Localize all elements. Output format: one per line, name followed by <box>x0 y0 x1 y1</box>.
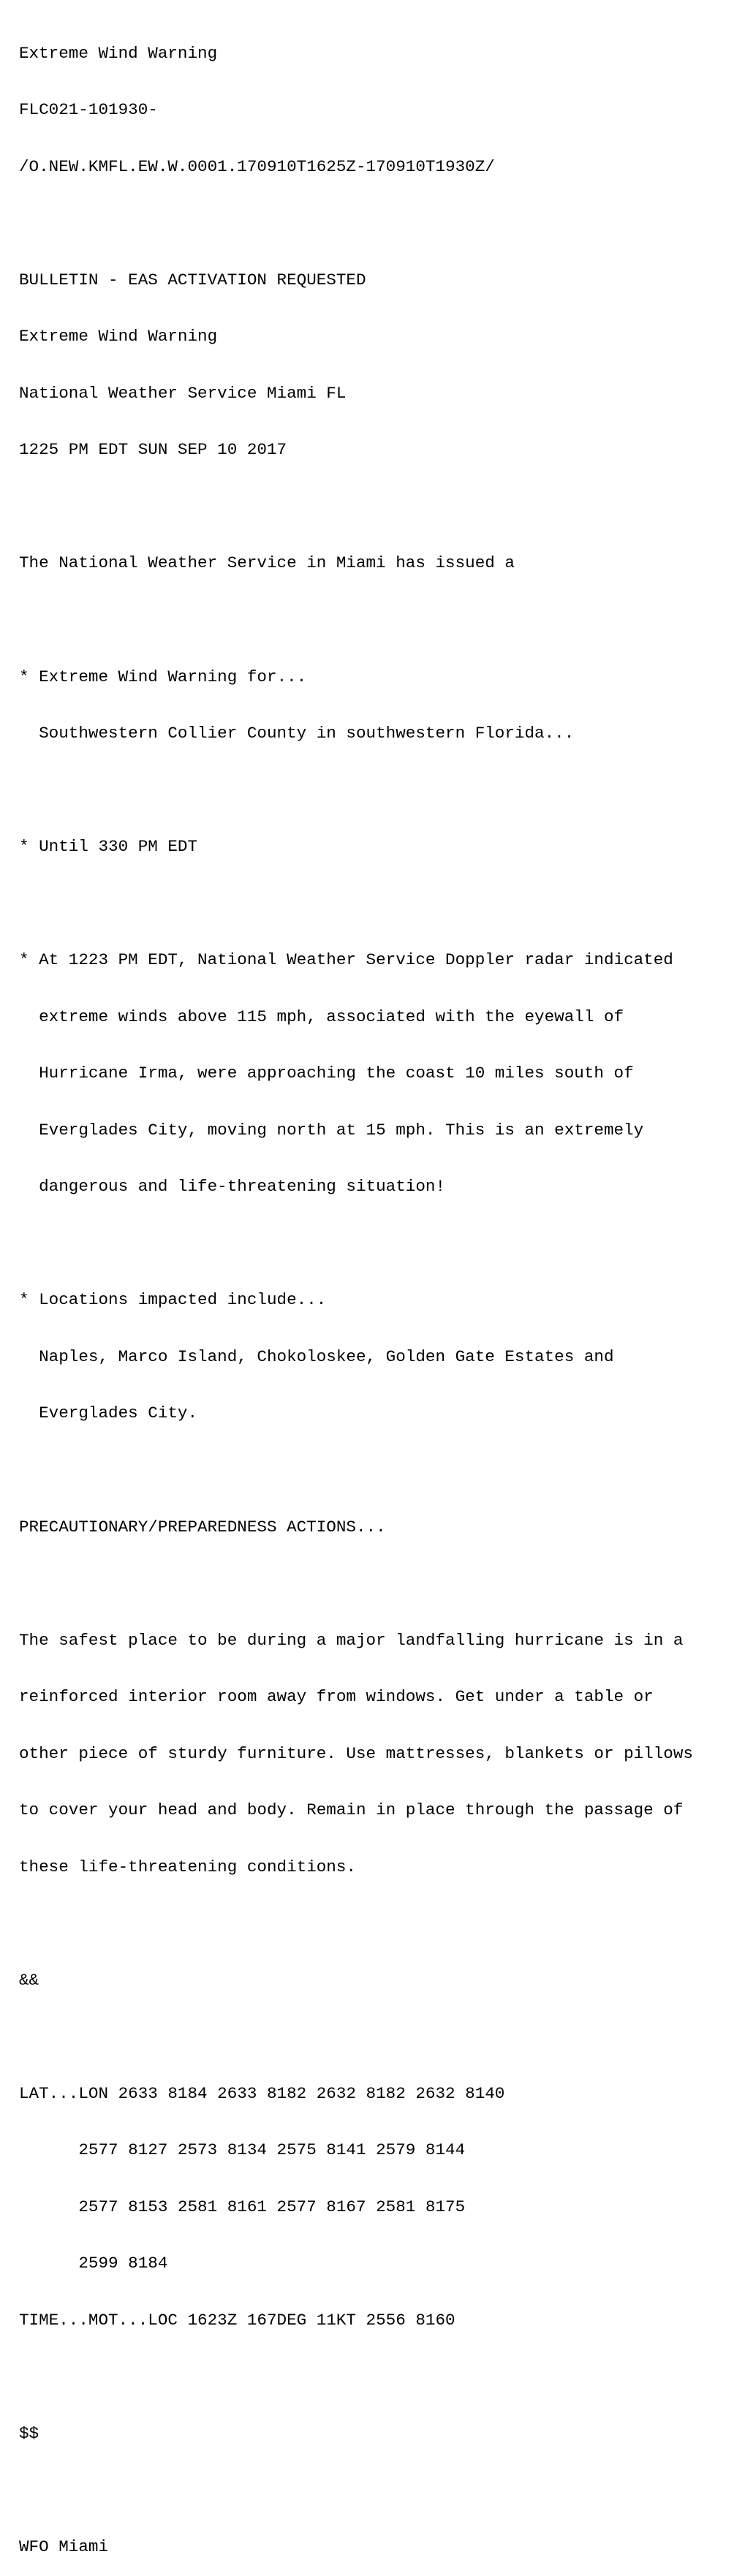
blank-line <box>19 1461 735 1480</box>
vtec-code: /O.NEW.KMFL.EW.W.0001.170910T1625Z-170910T1930Z/ <box>19 156 495 176</box>
bulletin-line: BULLETIN - EAS ACTIVATION REQUESTED <box>19 270 366 289</box>
section-separator: && <box>19 1970 39 1990</box>
blank-line <box>19 1914 735 1933</box>
blank-line <box>19 611 735 630</box>
precaution-line: other piece of sturdy furniture. Use mattresses, blankets or pillows <box>19 1743 693 1763</box>
end-separator: $$ <box>19 2424 39 2443</box>
bulletin-office: National Weather Service Miami FL <box>19 383 347 403</box>
warning-document <box>19 7 735 2576</box>
locations-line: Everglades City. <box>19 1403 198 1423</box>
precaution-header: PRECAUTIONARY/PREPAREDNESS ACTIONS... <box>19 1517 386 1537</box>
latlon-line: LAT...LON 2633 8184 2633 8182 2632 8182 2632 8140 <box>19 2083 505 2103</box>
blank-line <box>19 2482 735 2501</box>
latlon-line: 2577 8127 2573 8134 2575 8141 2579 8144 <box>19 2140 466 2160</box>
until-line: * Until 330 PM EDT <box>19 837 198 857</box>
latlon-line: 2577 8153 2581 8161 2577 8167 2581 8175 <box>19 2197 466 2216</box>
bulletin-product-name: Extreme Wind Warning <box>19 327 218 346</box>
footer-office: WFO Miami <box>19 2537 109 2557</box>
intro-text: The National Weather Service in Miami has issued a <box>19 553 515 573</box>
details-line: * At 1223 PM EDT, National Weather Service Doppler radar indicated <box>19 950 673 970</box>
latlon-line: 2599 8184 <box>19 2254 168 2273</box>
warning-title: Extreme Wind Warning <box>19 43 218 63</box>
details-line: dangerous and life-threatening situation! <box>19 1177 446 1197</box>
blank-line <box>19 214 735 233</box>
precaution-line: The safest place to be during a major landfalling hurricane is in a <box>19 1630 684 1650</box>
details-line: Everglades City, moving north at 15 mph. This is an extremely <box>19 1120 644 1140</box>
locations-line: Naples, Marco Island, Chokoloskee, Golden Gate Estates and <box>19 1346 614 1366</box>
time-mot-loc-line: TIME...MOT...LOC 1623Z 167DEG 11KT 2556 8160 <box>19 2310 455 2330</box>
blank-line <box>19 1575 735 1594</box>
blank-line <box>19 1235 735 1254</box>
locations-line: * Locations impacted include... <box>19 1290 327 1310</box>
details-line: extreme winds above 115 mph, associated with the eyewall of <box>19 1007 624 1026</box>
blank-line <box>19 2368 735 2387</box>
blank-line <box>19 2028 735 2047</box>
blank-line <box>19 498 735 517</box>
warning-area-line: Southwestern Collier County in southwestern Florida... <box>19 724 575 743</box>
bulletin-issue-time: 1225 PM EDT SUN SEP 10 2017 <box>19 440 287 460</box>
blank-line <box>19 895 735 914</box>
blank-line <box>19 781 735 800</box>
details-line: Hurricane Irma, were approaching the coast 10 miles south of <box>19 1064 634 1083</box>
ugc-code: FLC021-101930- <box>19 100 158 120</box>
precaution-line: reinforced interior room away from windows. Get under a table or <box>19 1687 654 1707</box>
precaution-line: to cover your head and body. Remain in place through the passage of <box>19 1800 684 1820</box>
warning-for-line: * Extreme Wind Warning for... <box>19 667 307 686</box>
precaution-line: these life-threatening conditions. <box>19 1857 356 1876</box>
